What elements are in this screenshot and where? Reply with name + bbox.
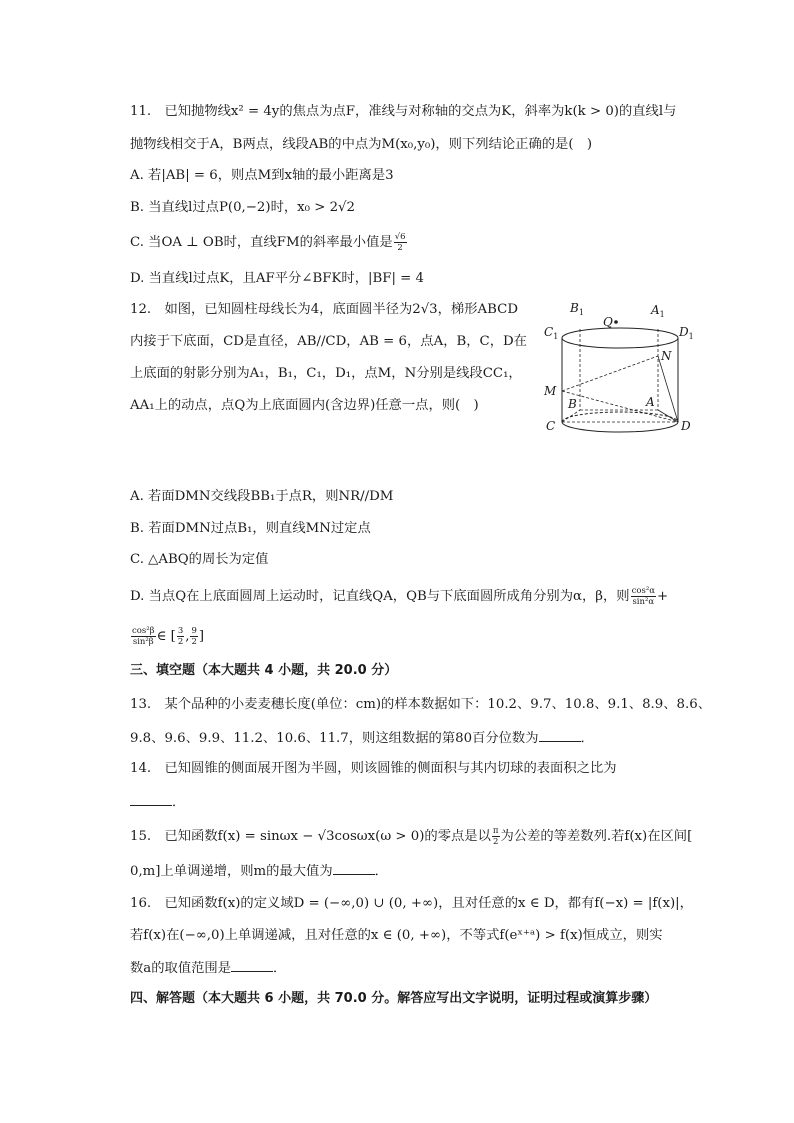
q13-line-1: 13. 某个品种的小麦麦穗长度(单位：cm)的样本数据如下：10.2、9.7、10.8、9.1、8.9、8.6、 xyxy=(130,697,711,712)
segment-md xyxy=(562,391,678,422)
q16-line-1: 16. 已知函数f(x)的定义域D = (−∞,0) ∪ (0, +∞)，且对任意的x ∈ D，都有f(−x) = |f(x)|， xyxy=(130,896,693,911)
label-b1: $B_1$ xyxy=(570,301,584,317)
q16-line-3-text: 数a的取值范围是 xyxy=(130,961,232,976)
answer-blank[interactable] xyxy=(231,959,273,972)
fraction-denominator: 2 xyxy=(191,637,197,647)
fraction-denominator: 2 xyxy=(492,837,499,847)
q15-line-2 xyxy=(130,862,388,881)
q15-line-1-text-post: 为公差的等差数列.若f(x)在区间[ xyxy=(500,829,693,844)
range-lower xyxy=(177,626,184,647)
q15-period: ． xyxy=(374,864,388,879)
label-a: A xyxy=(646,395,655,409)
q15-fraction xyxy=(492,826,500,847)
q13-line-2 xyxy=(130,729,594,748)
close-bracket: ] xyxy=(198,629,205,644)
cylinder-figure xyxy=(536,298,706,438)
label-q: Q xyxy=(603,315,613,329)
q13-period: ． xyxy=(580,731,594,746)
q12-line-3: 上底面的射影分别为A₁，B₁，C₁，D₁，点M，N分别是线段CC₁， xyxy=(130,366,522,381)
range-upper xyxy=(190,626,197,647)
label-c: C xyxy=(546,419,556,433)
q11-option-c xyxy=(130,232,408,253)
fraction-numerator: 3 xyxy=(177,626,184,636)
answer-blank[interactable] xyxy=(130,793,172,806)
fraction-numerator: 9 xyxy=(191,626,197,636)
q12-option-d-line-1 xyxy=(130,586,668,607)
q14-period: ． xyxy=(172,795,186,810)
range-comma: , xyxy=(185,629,190,644)
fraction-numerator: π xyxy=(492,826,499,836)
q11-line-2: 抛物线相交于A，B两点，线段AB的中点为M(x₀,y₀)，则下列结论正确的是( ) xyxy=(130,137,593,152)
bottom-ellipse-front xyxy=(562,422,678,432)
fraction-numerator: √6 xyxy=(394,232,406,242)
fraction-denominator: sin²β xyxy=(132,637,154,647)
section-3-heading: 三、填空题（本大题共 4 小题，共 20.0 分） xyxy=(130,663,398,678)
q16-line-3 xyxy=(130,959,286,978)
label-n: N xyxy=(661,349,672,363)
q16-line-2: 若f(x)在(−∞,0)上单调递减，且对任意的x ∈ (0, +∞)，不等式f(eˣ⁺ᵃ) > f(x)恒成立，则实 xyxy=(130,928,663,943)
segment-mn xyxy=(562,356,658,391)
answer-blank[interactable] xyxy=(539,729,581,742)
q12-option-b: B. 若面DMN过点B₁，则直线MN过定点 xyxy=(130,521,371,536)
point-q xyxy=(614,320,618,324)
q12-line-1: 12. 如图，已知圆柱母线长为4，底面圆半径为2√3，梯形ABCD xyxy=(130,302,518,317)
label-c1: $C_1$ xyxy=(544,325,559,341)
answer-blank[interactable] xyxy=(333,862,375,875)
q12-option-c: C. △ABQ的周长为定值 xyxy=(130,552,269,567)
q12-option-a: A. 若面DMN交线段BB₁于点R，则NR//DM xyxy=(130,489,394,504)
q14-line-2 xyxy=(130,793,185,812)
in-bracket: ∈ [ xyxy=(156,629,176,644)
q11-option-c-fraction xyxy=(394,232,407,253)
q12-option-d-text: D. 当点Q在上底面圆周上运动时，记直线QA，QB与下底面圆所成角分别为α，β，则 xyxy=(130,589,630,604)
q12-line-4: AA₁上的动点，点Q为上底面圆内(含边界)任意一点，则( ) xyxy=(130,398,479,413)
q16-period: ． xyxy=(273,961,287,976)
section-4-heading: 四、解答题（本大题共 6 小题，共 70.0 分。解答应写出文字说明，证明过程或演算步骤） xyxy=(130,991,658,1006)
q15-line-2-text: 0,m]上单调递增，则m的最大值为 xyxy=(130,864,333,879)
label-d1: $D_1$ xyxy=(679,325,694,341)
label-a1: $A_1$ xyxy=(651,303,665,319)
q11-option-a: A. 若|AB| = 6，则点M到x轴的最小距离是3 xyxy=(130,168,394,183)
q12-line-2: 内接于下底面，CD是直径，AB//CD，AB = 6，点A，B，C，D在 xyxy=(130,334,527,349)
fraction-denominator: 2 xyxy=(397,243,403,253)
plus-sign: + xyxy=(656,589,669,604)
q11-option-c-text: C. 当OA ⊥ OB时，直线FM的斜率最小值是 xyxy=(130,235,393,250)
fraction-numerator: cos²α xyxy=(631,586,655,596)
q11-option-d: D. 当直线l过点K，且AF平分∠BFK时，|BF| = 4 xyxy=(130,271,425,286)
label-d: D xyxy=(681,419,691,433)
label-b: B xyxy=(568,397,577,411)
q12-option-d-fraction-alpha xyxy=(631,586,656,607)
label-m: M xyxy=(544,384,557,398)
segment-cb xyxy=(562,410,580,422)
q12-option-d-line-2 xyxy=(130,626,204,647)
q12-option-d-fraction-beta xyxy=(131,626,156,647)
q13-line-2-text: 9.8、9.6、9.9、11.2、10.6、11.7，则这组数据的第80百分位数为 xyxy=(130,731,539,746)
fraction-denominator: 2 xyxy=(177,637,184,647)
q11-line-1: 11. 已知抛物线x² = 4y的焦点为点F，准线与对称轴的交点为K，斜率为k(k > 0)的直线l与 xyxy=(130,104,677,119)
q15-line-1-text-pre: 15. 已知函数f(x) = sinωx − √3cosωx(ω > 0)的零点是以 xyxy=(130,829,491,844)
q11-option-b: B. 当直线l过点P(0,−2)时，x₀ > 2√2 xyxy=(130,200,355,215)
q15-line-1 xyxy=(130,826,692,847)
fraction-numerator: cos²β xyxy=(132,626,155,636)
fraction-denominator: sin²α xyxy=(632,597,655,607)
top-ellipse xyxy=(562,328,678,348)
q14-line-1: 14. 已知圆锥的侧面展开图为半圆，则该圆锥的侧面积与其内切球的表面积之比为 xyxy=(130,761,617,776)
